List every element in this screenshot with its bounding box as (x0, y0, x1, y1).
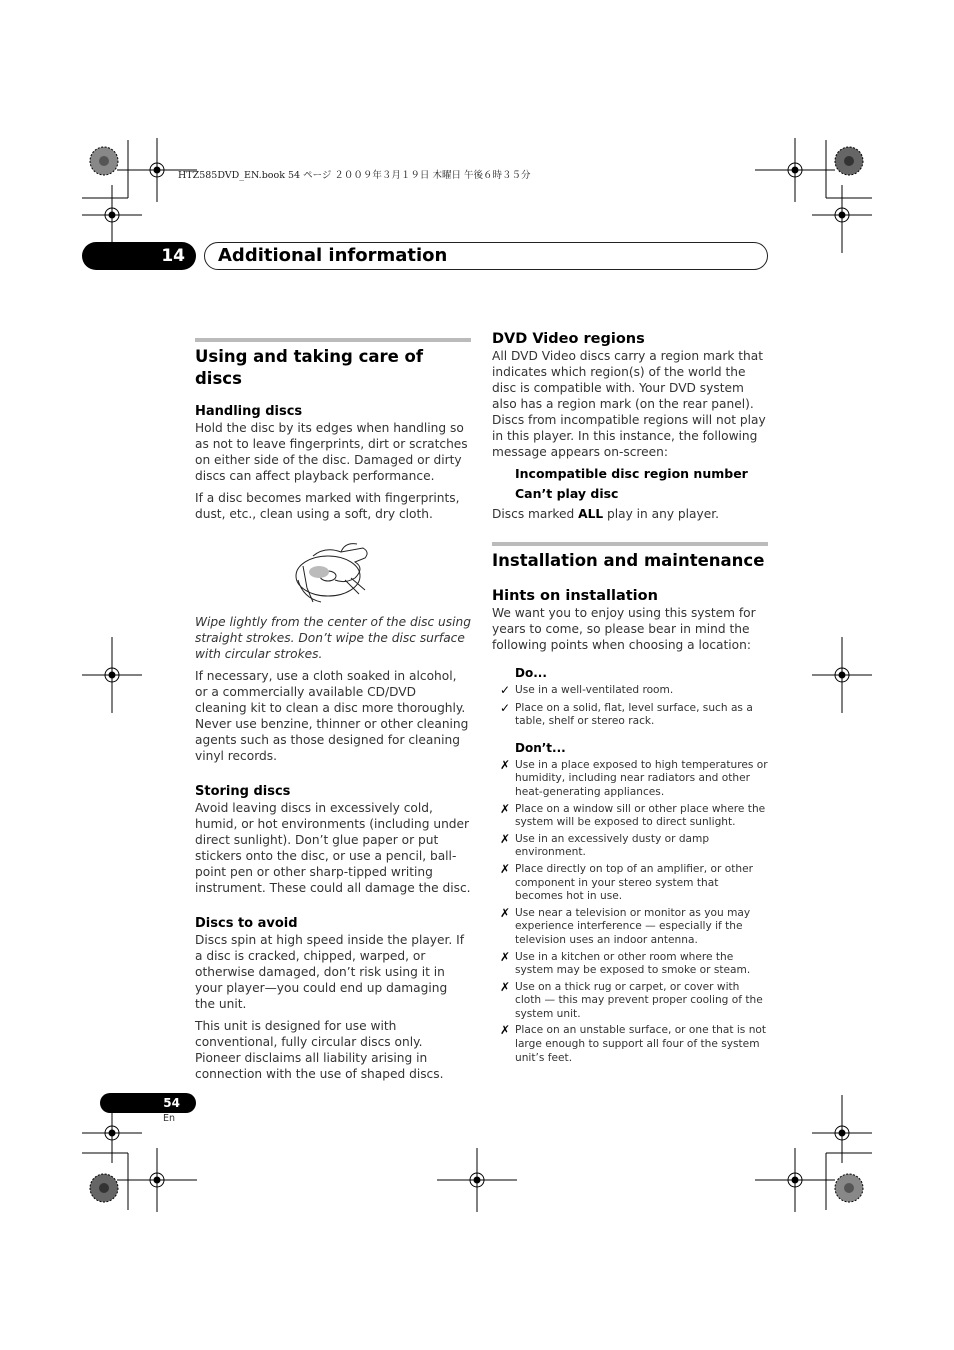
dont-item-text: Place on an unstable surface, or one that is not large enough to support all four of the system unit’s feet. (515, 1024, 767, 1064)
cross-icon: ✗ (500, 979, 511, 994)
regions-heading: DVD Video regions (492, 331, 645, 347)
cross-icon: ✗ (500, 757, 511, 772)
dont-item (492, 981, 768, 1022)
cross-icon: ✗ (500, 831, 511, 846)
section-rule (195, 338, 471, 342)
dont-item (492, 907, 768, 948)
storing-heading: Storing discs (195, 784, 291, 799)
handling-heading: Handling discs (195, 404, 303, 419)
language-code: En (163, 1113, 176, 1124)
all-note-suffix: play in any player. (603, 507, 719, 521)
dont-item-text: Use near a television or monitor as you may experience interference — especially if the television uses an indoor antenna. (515, 906, 751, 946)
handling-paragraph-3: If necessary, use a cloth soaked in alcohol, or a commercially available CD/DVD cleaning kit to clean a disc more thoroughly. Never use benzine, thinner or other cleaning agents such as those designed for cleaning vinyl records. (195, 669, 469, 763)
section-title-discs: Using and taking care of discs (195, 347, 424, 388)
dont-item-text: Use in an excessively dusty or damp environment. (515, 832, 710, 859)
do-item-text: Use in a well-ventilated room. (515, 684, 674, 696)
check-icon: ✓ (500, 683, 511, 697)
dont-item (492, 951, 768, 978)
dont-item-text: Use in a place exposed to high temperatures or humidity, including near radiators and other heat-generating appliances. (515, 758, 768, 798)
dont-item (492, 1024, 768, 1065)
section-rule (492, 542, 768, 546)
cross-icon: ✗ (500, 801, 511, 816)
regions-paragraph: All DVD Video discs carry a region mark that indicates which region(s) of the world the disc is compatible with. Your DVD system also has a region mark (on the rear panel). Discs from incompatible regions will not play in this player. In this instance, the following message appears on-screen: (492, 349, 766, 459)
handling-paragraph-2: If a disc becomes marked with fingerprints, dust, etc., clean using a soft, dry cloth. (195, 491, 460, 521)
page-number: 54 (100, 1093, 196, 1113)
section-title-installation: Installation and maintenance (492, 551, 765, 570)
all-discs-note (492, 506, 768, 522)
region-message-2: Can’t play disc (515, 486, 619, 501)
chapter-number: 14 (82, 242, 196, 270)
dont-heading: Don’t... (515, 740, 566, 755)
illustration-caption: Wipe lightly from the center of the disc using straight strokes. Don’t wipe the disc surface with circular strokes. (195, 615, 471, 661)
left-column (195, 338, 471, 1082)
dont-item-text: Use on a thick rug or carpet, or cover with cloth — this may prevent proper cooling of the system unit. (515, 980, 763, 1020)
all-note-bold: ALL (578, 507, 604, 521)
cross-icon: ✗ (500, 1023, 511, 1038)
dont-item (492, 803, 768, 830)
do-item-text: Place on a solid, flat, level surface, such as a table, shelf or stereo rack. (515, 701, 753, 728)
dont-item-text: Use in a kitchen or other room where the system may be exposed to smoke or steam. (515, 950, 751, 977)
storing-paragraph: Avoid leaving discs in excessively cold, humid, or hot environments (including under direct sunlight). Don’t glue paper or put stickers onto the disc, or use a pencil, ball-point pen or other sharp-tipped writing instrument. These could all damage the disc. (195, 801, 471, 895)
chapter-title: Additional information (204, 242, 768, 270)
avoid-heading: Discs to avoid (195, 916, 298, 931)
do-item (492, 684, 768, 698)
cross-icon: ✗ (500, 905, 511, 920)
dont-item (492, 833, 768, 860)
cross-icon: ✗ (500, 949, 511, 964)
all-note-prefix: Discs marked (492, 507, 579, 521)
avoid-paragraph-2: This unit is designed for use with conventional, fully circular discs only. Pioneer disclaims all liability arising in connection with the use of shaped discs. (195, 1019, 444, 1081)
check-icon: ✓ (500, 700, 511, 715)
hints-heading: Hints on installation (492, 588, 658, 604)
cross-icon: ✗ (500, 861, 511, 876)
region-message-1: Incompatible disc region number (515, 466, 748, 481)
printer-slug: HTZ585DVD_EN.book 54 ページ ２００９年３月１９日 木曜日 午後６時３５分 (178, 170, 531, 181)
dont-item (492, 759, 768, 800)
do-item (492, 702, 768, 729)
disc-cleaning-illustration (195, 528, 471, 614)
avoid-paragraph-1: Discs spin at high speed inside the player. If a disc is cracked, chipped, warped, or otherwise damaged, don’t risk using it in your player—you could end up damaging the unit. (195, 933, 465, 1011)
dont-item (492, 863, 768, 904)
dont-item-text: Place on a window sill or other place where the system will be exposed to direct sunlight. (515, 802, 766, 829)
dont-item-text: Place directly on top of an amplifier, or other component in your stereo system that becomes hot in use. (515, 862, 753, 903)
right-column (492, 331, 768, 1065)
do-heading: Do... (515, 666, 547, 680)
handling-paragraph-1: Hold the disc by its edges when handling so as not to leave fingerprints, dirt or scratches on either side of the disc. Damaged or dirty discs can affect playback performance. (195, 421, 468, 483)
hints-paragraph: We want you to enjoy using this system for years to come, so please bear in mind the following points when choosing a location: (492, 606, 756, 652)
